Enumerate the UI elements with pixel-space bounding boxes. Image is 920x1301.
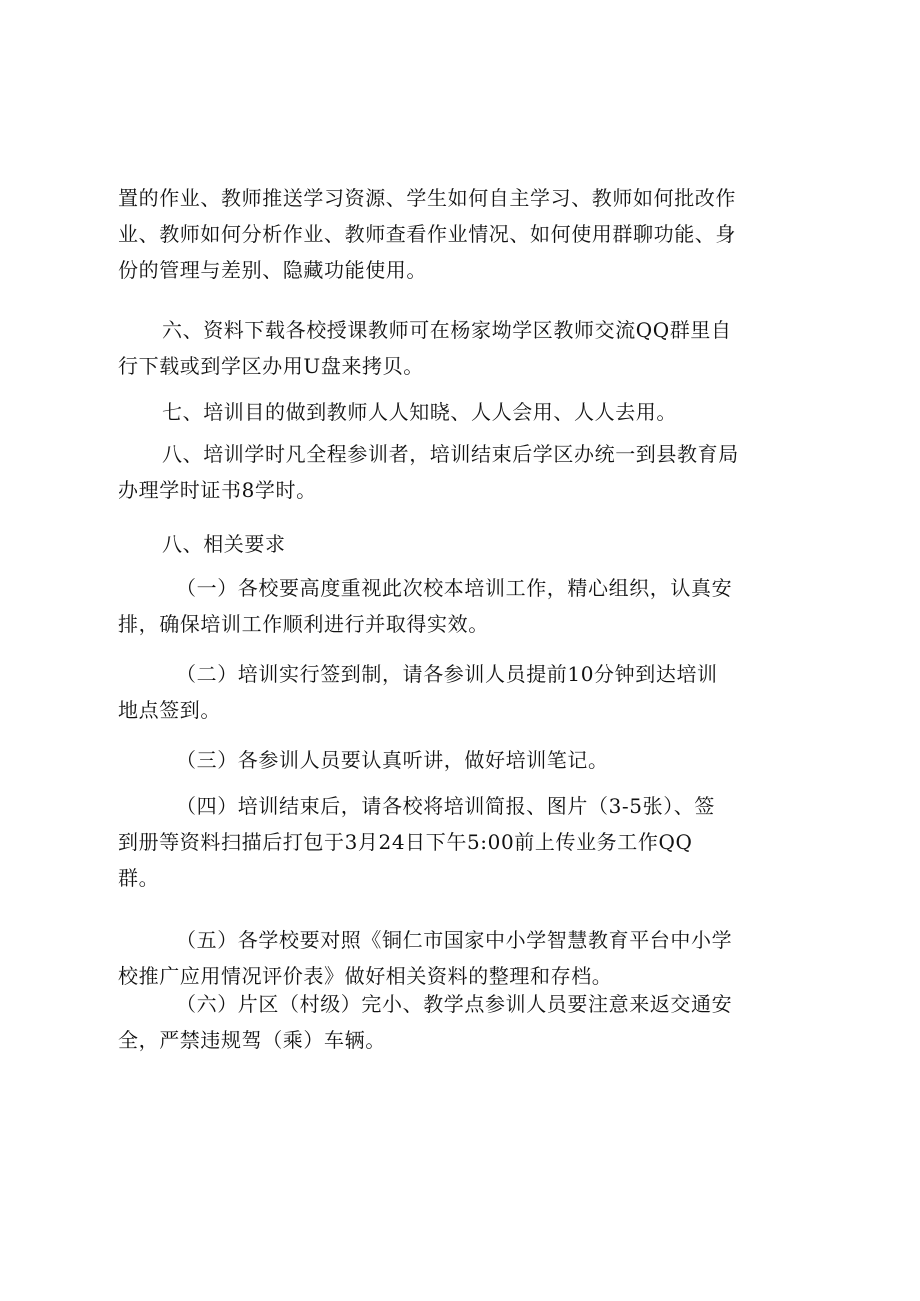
text-line: 全，严禁违规驾（乘）车辆。 — [118, 1028, 386, 1052]
text-line: 八、相关要求 — [162, 532, 286, 556]
text-line: 校推广应用情况评价表》做好相关资料的整理和存档。 — [118, 964, 613, 988]
text-line: 六、资料下载各校授课教师可在杨家坳学区教师交流QQ群里自 — [162, 318, 732, 342]
text-line: 群。 — [118, 866, 160, 890]
requirement-1 — [118, 570, 812, 642]
text-line: 八、培训学时凡全程参训者，培训结束后学区办统一到县教育局 — [162, 442, 739, 466]
text-line: 排，确保培训工作顺利进行并取得实效。 — [118, 612, 489, 636]
text-line: （五）各学校要对照《铜仁市国家中小学智慧教育平台中小学 — [176, 928, 733, 952]
text-line: 地点签到。 — [118, 698, 221, 722]
text-line: 到册等资料扫描后打包于3月24日下午5:00前上传业务工作QQ — [118, 830, 693, 854]
requirement-2 — [118, 656, 812, 728]
paragraph-continuation — [118, 180, 812, 288]
requirement-5 — [118, 922, 812, 994]
requirement-6 — [118, 986, 812, 1058]
text-line: 份的管理与差别、隐藏功能使用。 — [118, 258, 427, 282]
requirement-4 — [118, 788, 812, 896]
requirement-3 — [118, 742, 812, 778]
paragraph-section-8-hours — [118, 436, 812, 508]
text-line: （三）各参训人员要认真听讲，做好培训笔记。 — [176, 748, 609, 772]
text-line: 行下载或到学区办用U盘来拷贝。 — [118, 354, 424, 378]
text-line: （六）片区（村级）完小、教学点参训人员要注意来返交通安 — [176, 992, 733, 1016]
text-line: （四）培训结束后，请各校将培训简报、图片（3-5张）、签 — [176, 794, 716, 818]
heading-requirements — [118, 526, 812, 562]
text-line: 置的作业、教师推送学习资源、学生如何自主学习、教师如何批改作 — [118, 186, 736, 210]
text-line: （一）各校要高度重视此次校本培训工作，精心组织，认真安 — [176, 576, 733, 600]
text-line: 办理学时证书8学时。 — [118, 478, 317, 502]
text-line: 七、培训目的做到教师人人知晓、人人会用、人人去用。 — [162, 400, 677, 424]
text-line: 业、教师如何分析作业、教师查看作业情况、如何使用群聊功能、身 — [118, 222, 736, 246]
paragraph-section-6 — [118, 312, 812, 384]
text-line: （二）培训实行签到制，请各参训人员提前10分钟到达培训 — [176, 662, 718, 686]
paragraph-section-7 — [118, 394, 812, 430]
